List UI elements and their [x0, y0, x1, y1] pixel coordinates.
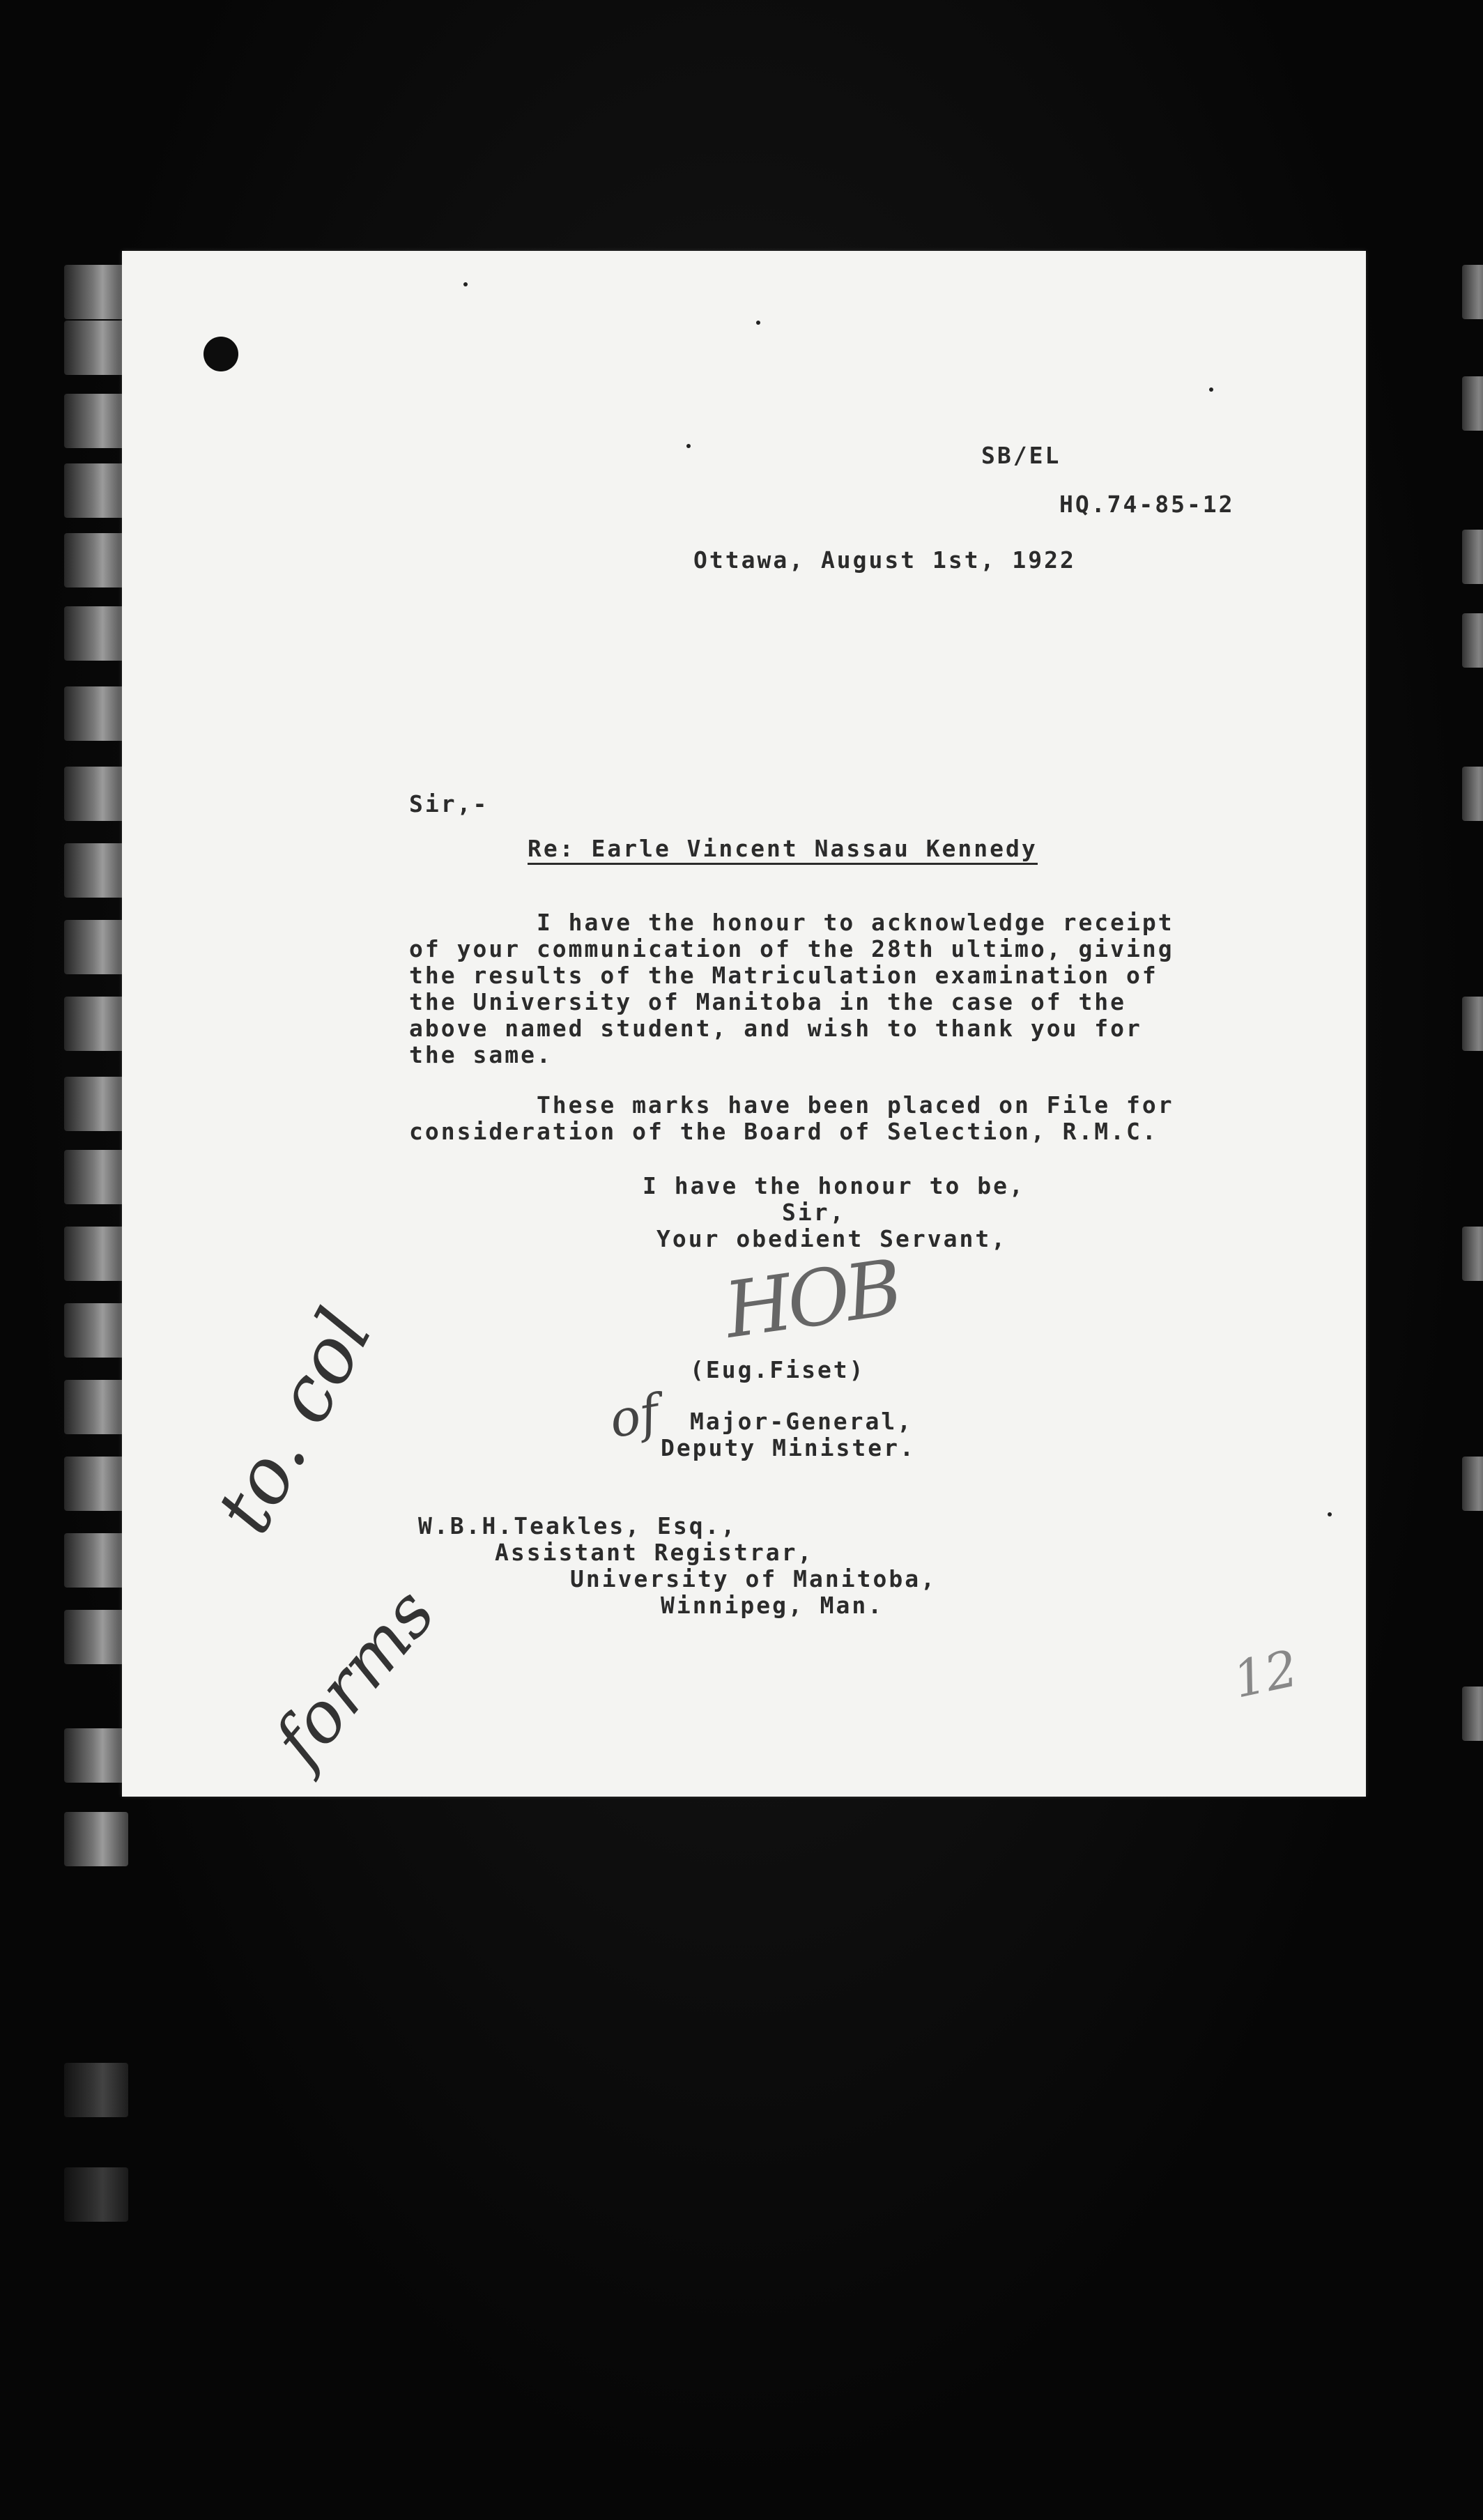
- sprocket-hole: [64, 1380, 128, 1434]
- closing-line: Your obedient Servant,: [656, 1225, 1008, 1252]
- sprocket-hole: [1462, 997, 1483, 1051]
- paragraph-line: the University of Manitoba in the case of the: [409, 988, 1127, 1015]
- sprocket-hole: [64, 2167, 128, 2222]
- paragraph-line: consideration of the Board of Selection, R.M.C.: [409, 1118, 1158, 1145]
- sprocket-hole: [1462, 1687, 1483, 1741]
- sprocket-hole: [64, 686, 128, 741]
- sprocket-hole: [1462, 767, 1483, 821]
- recipient-name: W.B.H.Teakles, Esq.,: [418, 1512, 737, 1539]
- signer-rank: Major-General,: [690, 1408, 914, 1435]
- sprocket-hole: [1462, 613, 1483, 668]
- punch-hole: [203, 337, 238, 371]
- signer-name: (Eug.Fiset): [690, 1356, 866, 1383]
- sprocket-hole: [64, 1303, 128, 1358]
- sprocket-hole: [64, 321, 128, 375]
- film-speck: [463, 282, 468, 286]
- sprocket-hole: [1462, 530, 1483, 584]
- place-and-date: Ottawa, August 1st, 1922: [693, 546, 1076, 574]
- sprocket-hole: [64, 843, 128, 898]
- subject-line: Re: Earle Vincent Nassau Kennedy: [528, 836, 1038, 865]
- recipient-institution: University of Manitoba,: [570, 1565, 937, 1592]
- paragraph-line: above named student, and wish to thank you for: [409, 1015, 1142, 1042]
- sprocket-hole: [64, 265, 128, 319]
- sprocket-hole: [1462, 1227, 1483, 1281]
- sprocket-hole: [64, 920, 128, 974]
- margin-note-line: forms: [258, 1572, 451, 1781]
- reference-initials: SB/EL: [981, 442, 1061, 469]
- handwritten-per-mark: of: [605, 1383, 663, 1450]
- paragraph-line: of your communication of the 28th ultimo, giving: [409, 935, 1174, 962]
- salutation: Sir,-: [409, 790, 489, 817]
- sprocket-hole: [64, 533, 128, 587]
- sprocket-hole: [64, 1610, 128, 1664]
- sprocket-hole: [64, 997, 128, 1051]
- sprocket-hole: [1462, 376, 1483, 431]
- sprocket-hole: [1462, 1457, 1483, 1511]
- sprocket-hole: [64, 1227, 128, 1281]
- closing-line: I have the honour to be,: [643, 1172, 1025, 1199]
- handwritten-initials-signature: HOB: [719, 1243, 904, 1355]
- recipient-city: Winnipeg, Man.: [661, 1592, 884, 1619]
- film-speck: [1209, 387, 1213, 392]
- sprocket-hole: [64, 1533, 128, 1588]
- film-speck: [686, 444, 691, 448]
- sprocket-hole: [64, 606, 128, 661]
- page-number-mark: 12: [1228, 1638, 1303, 1710]
- sprocket-hole: [64, 394, 128, 448]
- sprocket-hole: [64, 2063, 128, 2117]
- sprocket-hole: [64, 1457, 128, 1511]
- sprocket-hole: [64, 1812, 128, 1866]
- sprocket-hole: [64, 1150, 128, 1204]
- sprocket-hole: [64, 1728, 128, 1783]
- margin-note-line: to. col: [199, 1295, 390, 1548]
- sprocket-hole: [1462, 265, 1483, 319]
- paragraph-line: the results of the Matriculation examination of: [409, 962, 1158, 989]
- closing-line: Sir,: [782, 1199, 846, 1226]
- sprocket-hole: [64, 463, 128, 518]
- signer-title: Deputy Minister.: [661, 1434, 916, 1461]
- file-number: HQ.74-85-12: [1059, 491, 1235, 518]
- film-speck: [756, 321, 760, 325]
- paragraph-line: These marks have been placed on File for: [409, 1091, 1174, 1119]
- sprocket-hole: [64, 1077, 128, 1131]
- film-speck: [1328, 1512, 1332, 1516]
- sprocket-hole: [64, 767, 128, 821]
- paragraph-line: I have the honour to acknowledge receipt: [409, 909, 1174, 936]
- recipient-position: Assistant Registrar,: [495, 1539, 814, 1566]
- paragraph-line: the same.: [409, 1041, 553, 1068]
